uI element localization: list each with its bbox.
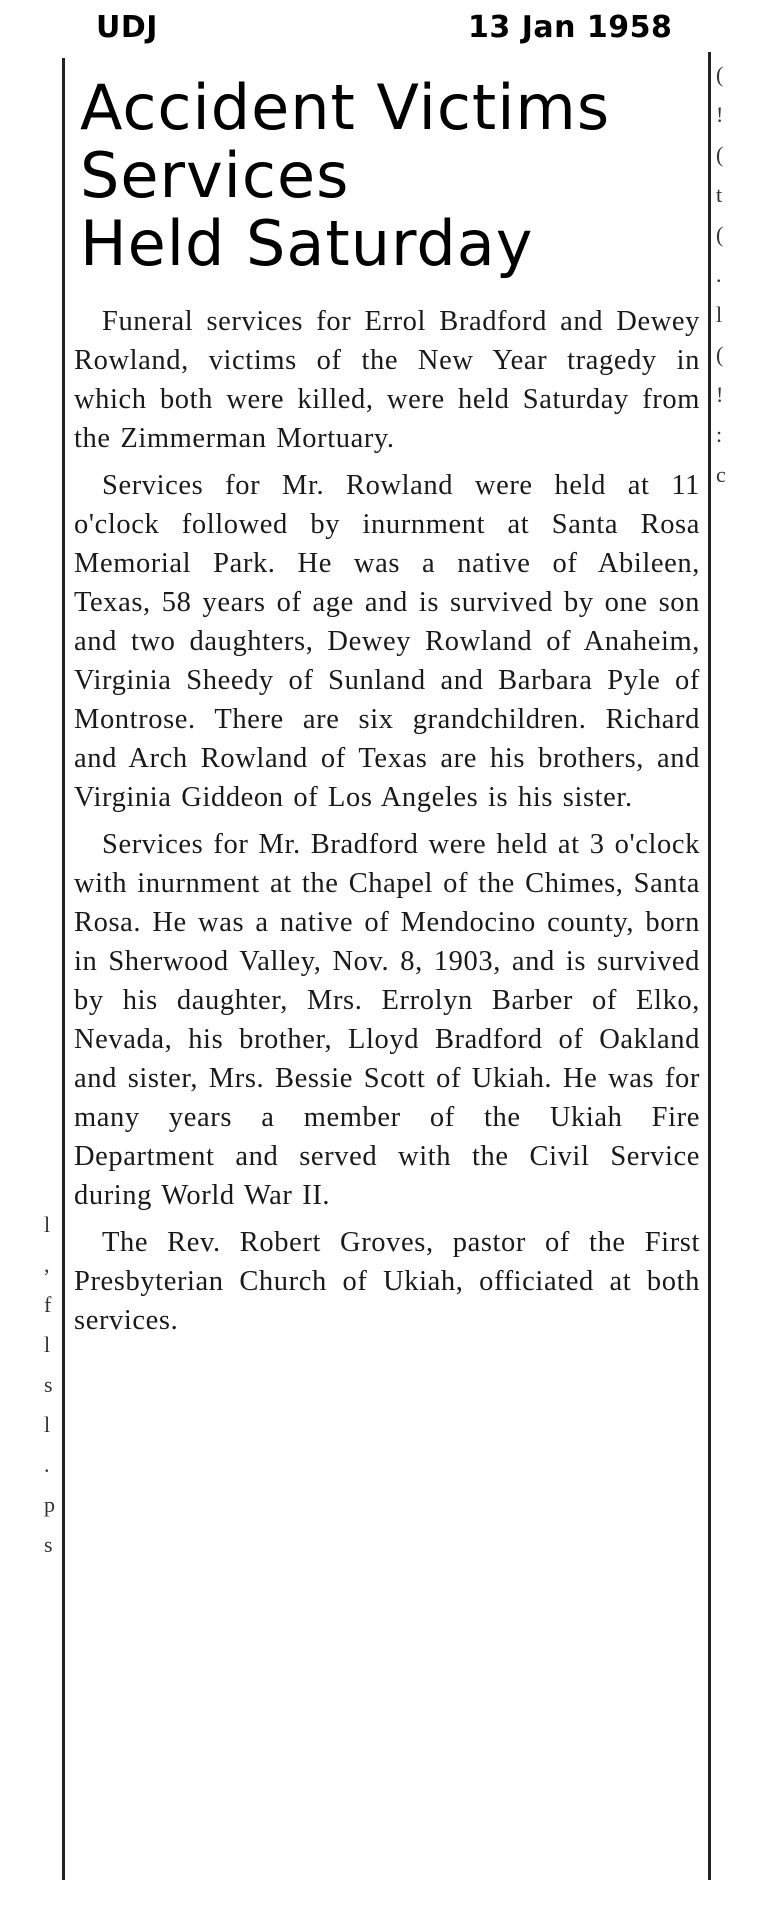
obituary-article bbox=[74, 71, 700, 1348]
fragment-char: . bbox=[716, 262, 722, 287]
fragment-char: l bbox=[44, 1412, 51, 1437]
fragment-char: . bbox=[44, 1452, 50, 1477]
right-column-rule bbox=[708, 52, 711, 1880]
article-paragraph: Services for Mr. Bradford were held at 3 o'clock with inurnment at the Chapel of the Chimes, Santa Rosa. He was a native of Mendocino county, born in Sherwood Valley, Nov. 8, 1903, and is survived by his daughter, Mrs. Errolyn Barber of Elko, Nevada, his brother, Lloyd Bradford of Oakland and sister, Mrs. Bessie Scott of Ukiah. He was for many years a member of the Ukiah Fire Department and served with the Civil Service during World War II. bbox=[74, 829, 700, 1211]
fragment-char: ( bbox=[716, 62, 724, 87]
article-headline bbox=[80, 71, 700, 280]
fragment-char: s bbox=[44, 1372, 53, 1397]
adjacent-column-fragments-left bbox=[44, 1210, 55, 1570]
fragment-char: ! bbox=[716, 102, 724, 127]
headline-line: Accident Victims bbox=[80, 71, 611, 144]
article-paragraph: Services for Mr. Rowland were held at 11 o'clock followed by inurnment at Santa Rosa Memorial Park. He was a native of Abileen, Texas, 58 years of age and is survived by one son and two daughters, Dewey Rowland of Anaheim, Virginia Sheedy of Sunland and Barbara Pyle of Montrose. There are six grandchildren. Richard and Arch Rowland of Texas are his brothers, and Virginia Giddeon of Los Angeles is his sister. bbox=[74, 470, 700, 813]
fragment-char: s bbox=[44, 1532, 53, 1557]
fragment-char: l bbox=[44, 1212, 51, 1237]
article-paragraph: The Rev. Robert Groves, pastor of the First Presbyterian Church of Ukiah, officiated at both services. bbox=[74, 1227, 700, 1336]
source-annotation: UDJ bbox=[96, 10, 158, 45]
article-paragraph: Funeral services for Errol Bradford and Dewey Rowland, victims of the New Year tragedy in which both were killed, were held Saturday from the Zimmerman Mortuary. bbox=[74, 306, 700, 454]
left-column-rule bbox=[62, 58, 65, 1880]
fragment-char: : bbox=[716, 422, 723, 447]
fragment-char: c bbox=[716, 462, 726, 487]
fragment-char: ( bbox=[716, 142, 724, 167]
fragment-char: l bbox=[716, 302, 723, 327]
fragment-char: , bbox=[44, 1252, 50, 1277]
fragment-char: ( bbox=[716, 222, 724, 247]
headline-line: Held Saturday bbox=[80, 207, 534, 280]
fragment-char: ! bbox=[716, 382, 724, 407]
adjacent-column-fragments-right bbox=[716, 60, 726, 500]
fragment-char: f bbox=[44, 1292, 52, 1317]
fragment-char: ( bbox=[716, 342, 724, 367]
headline-line: Services bbox=[80, 139, 350, 212]
date-annotation: 13 Jan 1958 bbox=[468, 10, 673, 45]
fragment-char: l bbox=[44, 1332, 51, 1357]
fragment-char: p bbox=[44, 1492, 55, 1517]
fragment-char: t bbox=[716, 182, 723, 207]
